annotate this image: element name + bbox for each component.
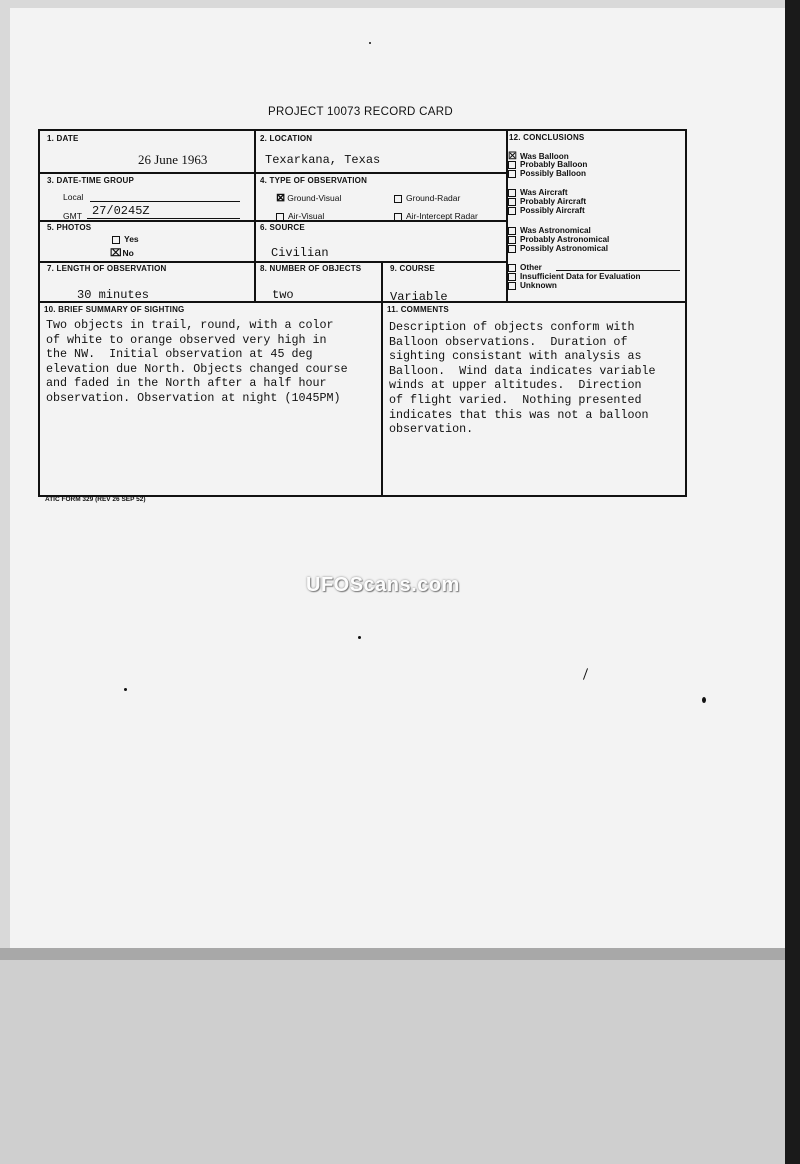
divider (381, 301, 383, 495)
photos-yes-option: Yes (112, 234, 139, 244)
watermark: UFOScans.com (306, 574, 460, 596)
length-label: 7. LENGTH OF OBSERVATION (47, 264, 167, 273)
photos-no-option: ⌧No (110, 248, 134, 259)
lower-page-area (0, 960, 800, 1164)
divider (40, 261, 506, 263)
air-intercept-option: Air-Intercept Radar (394, 211, 478, 221)
checked-mark-icon: ☒ (508, 151, 517, 162)
checked-mark-icon: ⊠ (276, 192, 286, 204)
summary-label: 10. BRIEF SUMMARY OF SIGHTING (44, 305, 185, 314)
summary-line: of white to orange observed very high in (46, 332, 327, 347)
local-label: Local (63, 192, 84, 202)
page-edge-shadow (0, 948, 800, 960)
objects-label: 8. NUMBER OF OBJECTS (260, 264, 362, 273)
checkbox-icon (508, 161, 516, 169)
gmt-label: GMT (63, 211, 82, 221)
local-line (90, 201, 240, 202)
source-value: Civilian (271, 246, 329, 260)
checkbox-icon (508, 282, 516, 290)
gmt-line (87, 218, 240, 219)
air-visual-option: Air-Visual (276, 211, 324, 221)
conclusion-option: Probably Aircraft (508, 197, 586, 206)
summary-line: elevation due North. Objects changed course (46, 361, 348, 376)
checkbox-icon (394, 195, 402, 203)
checkbox-icon (112, 236, 120, 244)
checkbox-icon (508, 227, 516, 235)
summary-line: the NW. Initial observation at 45 deg (46, 347, 313, 362)
gmt-value: 27/0245Z (92, 204, 150, 218)
conclusion-option: ☒ Was Balloon (508, 151, 569, 162)
divider (381, 261, 383, 301)
checkbox-icon (394, 213, 402, 221)
summary-line: Two objects in trail, round, with a color (46, 318, 334, 332)
comments-line: indicates that this was not a balloon (389, 407, 649, 422)
length-value: 30 minutes (77, 288, 150, 302)
location-value: Texarkana, Texas (265, 153, 381, 167)
ground-radar-option: Ground-Radar (394, 193, 460, 203)
form-id: ATIC FORM 329 (REV 26 SEP 52) (45, 496, 146, 503)
record-card-form (38, 129, 687, 497)
course-label: 9. COURSE (390, 264, 435, 273)
conclusion-option: Probably Astronomical (508, 235, 609, 244)
conclusion-option: Insufficient Data for Evaluation (508, 272, 641, 281)
conclusion-option: Possibly Balloon (508, 169, 586, 178)
type-of-observation-label: 4. TYPE OF OBSERVATION (260, 176, 368, 185)
checkbox-icon (508, 189, 516, 197)
checkbox-icon (508, 198, 516, 206)
comments-line: Description of objects conform with (389, 320, 635, 334)
summary-text (46, 318, 348, 406)
divider (40, 172, 506, 174)
checkbox-icon (508, 245, 516, 253)
checkbox-icon (508, 264, 516, 272)
conclusion-option: Probably Balloon (508, 160, 587, 169)
conclusion-option: Was Astronomical (508, 226, 591, 235)
scan-speck (702, 697, 706, 703)
checkbox-icon (276, 213, 284, 221)
photos-label: 5. PHOTOS (47, 223, 92, 232)
comments-line: of flight varied. Nothing presented (389, 392, 642, 407)
date-label: 1. DATE (47, 134, 79, 143)
conclusion-option: Possibly Astronomical (508, 244, 608, 253)
ground-visual-option: ⊠ Ground-Visual (276, 192, 342, 204)
course-value: Variable (390, 290, 448, 304)
checked-mark-icon: ⌧ (110, 248, 122, 259)
comments-line: Balloon observations. Duration of (389, 334, 628, 349)
location-label: 2. LOCATION (260, 134, 313, 143)
objects-value: two (272, 288, 294, 302)
comments-label: 11. COMMENTS (387, 305, 449, 314)
checkbox-icon (508, 273, 516, 281)
scan-speck (358, 636, 361, 639)
checkbox-icon (508, 207, 516, 215)
summary-line: observation. Observation at night (1045PM) (46, 390, 341, 405)
conclusion-option: Possibly Aircraft (508, 206, 585, 215)
date-value: 26 June 1963 (138, 152, 208, 167)
conclusion-option: Other (508, 263, 542, 272)
conclusions-label: 12. CONCLUSIONS (509, 133, 585, 142)
conclusion-option: Unknown (508, 281, 557, 290)
comments-line: sighting consistant with analysis as (389, 349, 642, 364)
checkbox-icon (508, 170, 516, 178)
conclusion-option: Was Aircraft (508, 188, 568, 197)
scan-speck (124, 688, 127, 691)
source-label: 6. SOURCE (260, 223, 305, 232)
other-line (556, 270, 680, 271)
comments-line: winds at upper altitudes. Direction (389, 378, 642, 393)
datetime-label: 3. DATE-TIME GROUP (47, 176, 135, 185)
scan-border (785, 0, 800, 1164)
checkbox-icon (508, 236, 516, 244)
comments-line: Balloon. Wind data indicates variable (389, 363, 656, 378)
summary-line: and faded in the North after a half hour (46, 376, 327, 391)
comments-line: observation. (389, 422, 474, 437)
divider (254, 131, 256, 301)
card-title: PROJECT 10073 RECORD CARD (268, 106, 453, 118)
scan-speck (369, 42, 371, 44)
comments-text (389, 320, 656, 437)
